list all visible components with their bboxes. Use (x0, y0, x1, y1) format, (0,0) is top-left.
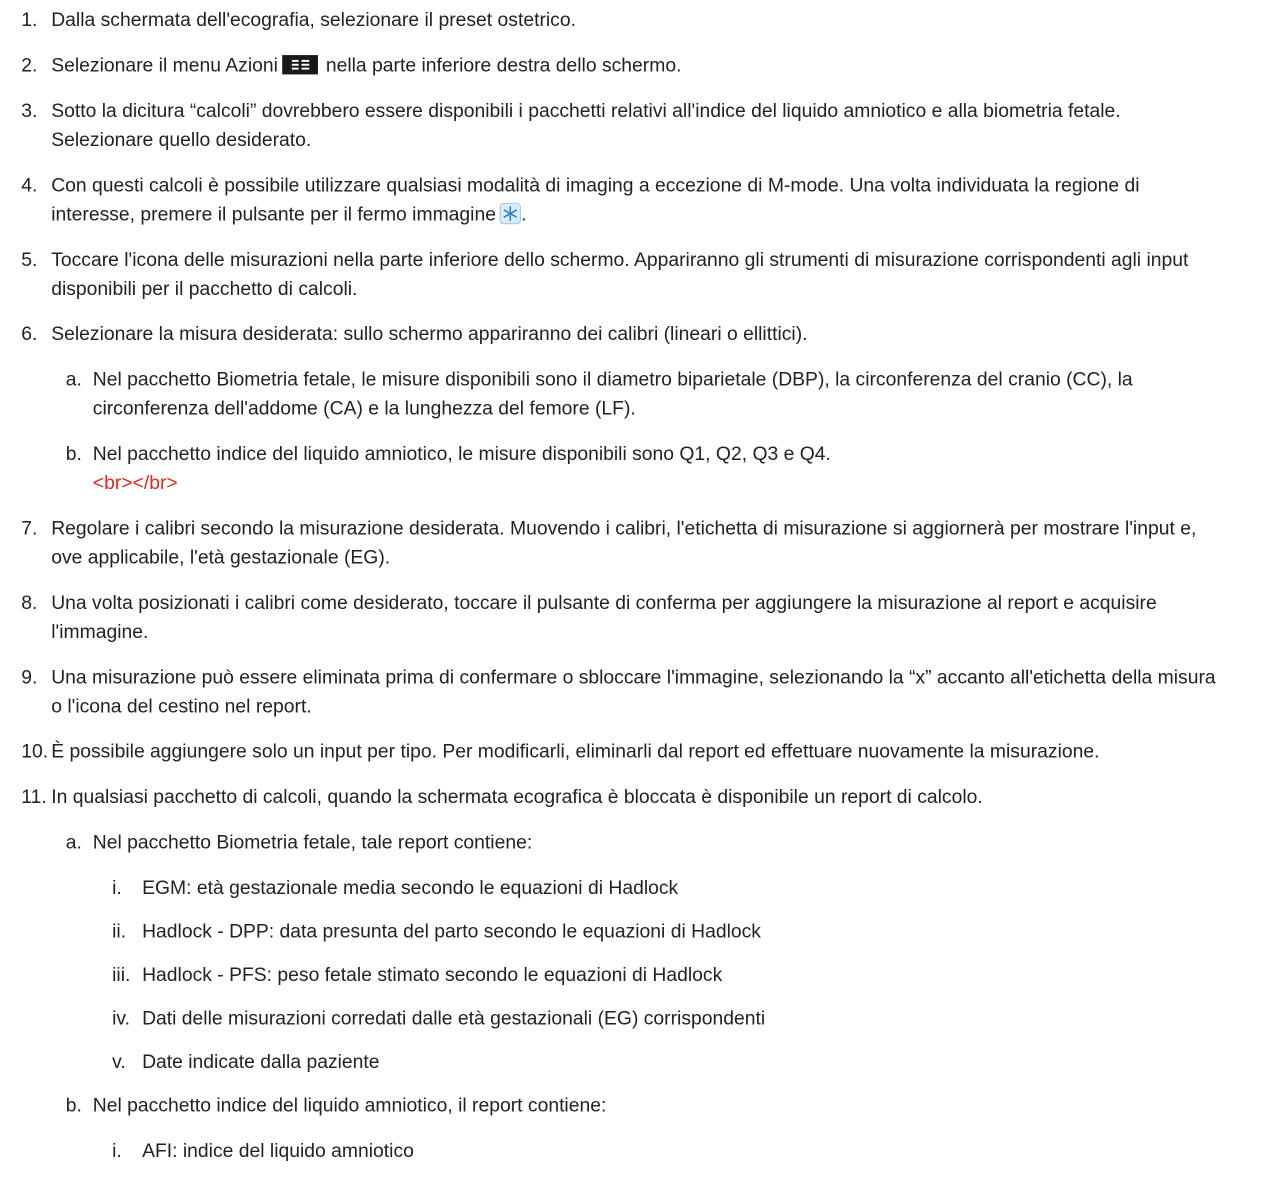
step-text: Sotto la dicitura “calcoli” dovrebbero essere disponibili i pacchetti relativi all'indice del liquido amniotico e alla biometria fetale. Selezionare quello desiderato. (51, 100, 1121, 151)
step-text: Dalla schermata dell'ecografia, selezionare il preset ostetrico. (51, 9, 576, 31)
step-6b (66, 440, 1226, 498)
substep-text-main: Nel pacchetto indice del liquido amniotico, le misure disponibili sono Q1, Q2, Q3 e Q4. (92, 443, 831, 465)
step-number: 3. (21, 100, 38, 122)
step-text: Una volta posizionati i calibri come desiderato, toccare il pulsante di conferma per aggiungere la misurazione al report e acquisire l'immagine. (51, 592, 1157, 643)
step-number: 11. (21, 786, 47, 808)
subsubstep-text: EGM: età gestazionale media secondo le equazioni di Hadlock (142, 877, 679, 899)
step-11a-iii (112, 961, 1223, 990)
step-6 (21, 320, 1219, 349)
step-text: Toccare l'icona delle misurazioni nella parte inferiore dello schermo. Appariranno gli strumenti di misurazione corrispondenti agli input disponibili per il pacchetto di calcoli. (51, 249, 1189, 300)
subsubstep-numeral: iii. (112, 964, 131, 986)
substep-text (66, 440, 1226, 498)
step-2 (21, 51, 1219, 80)
step-11 (21, 783, 1219, 812)
step-10 (21, 737, 1219, 766)
step-number: 2. (21, 55, 38, 77)
subsubstep-text: Date indicate dalla paziente (142, 1051, 380, 1073)
stray-markup-text: <br></br> (92, 472, 178, 494)
substep-text: Nel pacchetto indice del liquido amniotico, il report contiene: (92, 1094, 607, 1117)
step-text-before: Con questi calcoli è possibile utilizzare qualsiasi modalità di imaging a eccezione di M-mode. Una volta individuata la regione di interesse, premere il pulsante per il fermo immagine (51, 174, 1140, 226)
step-number: 10. (21, 741, 49, 763)
step-number: 8. (21, 592, 38, 614)
step-11b (66, 1091, 1226, 1120)
step-text: Una misurazione può essere eliminata prima di confermare o sbloccare l'immagine, selezionando la “x” accanto all'etichetta della misura o l'icona del cestino nel report. (51, 666, 1216, 718)
subsubstep-numeral: v. (112, 1051, 126, 1073)
step-5 (21, 245, 1219, 303)
step-11a-iv (112, 1004, 1223, 1033)
substep-letter: b. (65, 1094, 82, 1117)
subsubstep-text: Hadlock - DPP: data presunta del parto secondo le equazioni di Hadlock (142, 920, 761, 943)
step-8 (21, 589, 1219, 647)
menu-actions-icon (282, 55, 318, 74)
step-4 (21, 171, 1219, 229)
step-text-after: nella parte inferiore destra dello schermo. (325, 55, 682, 77)
subsubstep-text: Hadlock - PFS: peso fetale stimato secondo le equazioni di Hadlock (142, 964, 723, 986)
step-text: In qualsiasi pacchetto di calcoli, quando la schermata ecografica è bloccata è disponibile un report di calcolo. (51, 786, 983, 808)
step-6a (66, 365, 1226, 423)
step-11a-i (112, 874, 1223, 903)
subsubstep-text: AFI: indice del liquido amniotico (142, 1140, 414, 1162)
step-text (21, 171, 1219, 229)
substep-text: Nel pacchetto Biometria fetale, tale report contiene: (92, 832, 533, 854)
step-11b-i (112, 1137, 1223, 1166)
step-1 (21, 6, 1219, 35)
step-3 (21, 97, 1219, 155)
subsubstep-numeral: iv. (112, 1007, 130, 1030)
step-text-after: . (521, 203, 527, 226)
step-11a (66, 828, 1226, 857)
substep-letter: a. (65, 832, 82, 854)
step-7 (21, 514, 1219, 572)
step-text-before: Selezionare il menu Azioni (51, 55, 278, 77)
step-number: 1. (21, 9, 38, 31)
step-number: 7. (21, 518, 38, 540)
substep-letter: b. (65, 443, 82, 465)
substep-letter: a. (65, 369, 82, 391)
step-number: 6. (21, 323, 38, 346)
step-text: È possibile aggiungere solo un input per tipo. Per modificarli, eliminarli dal report ed effettuare nuovamente la misurazione. (51, 741, 1100, 763)
step-text: Selezionare la misura desiderata: sullo schermo appariranno dei calibri (lineari o ellittici). (51, 323, 808, 346)
step-9 (21, 663, 1219, 721)
step-text: Regolare i calibri secondo la misurazione desiderata. Muovendo i calibri, l'etichetta di misurazione si aggiornerà per mostrare l'input e, ove applicabile, l'età gestazionale (EG). (51, 518, 1197, 569)
step-number: 5. (21, 249, 38, 271)
subsubstep-numeral: ii. (112, 920, 127, 943)
step-number: 4. (21, 174, 38, 197)
subsubstep-numeral: i. (112, 1140, 122, 1162)
step-11a-ii (112, 917, 1223, 946)
step-number: 9. (21, 666, 38, 689)
step-text (21, 51, 1219, 80)
subsubstep-text: Dati delle misurazioni corredati dalle età gestazionali (EG) corrispondenti (142, 1007, 766, 1030)
step-11a-v (112, 1048, 1223, 1077)
substep-text: Nel pacchetto Biometria fetale, le misure disponibili sono il diametro biparietale (DBP), la circonferenza del cranio (CC), la circonferenza dell'addome (CA) e la lunghezza del femore (LF). (92, 369, 1133, 420)
subsubstep-numeral: i. (112, 877, 122, 899)
freeze-snowflake-icon (500, 203, 521, 224)
